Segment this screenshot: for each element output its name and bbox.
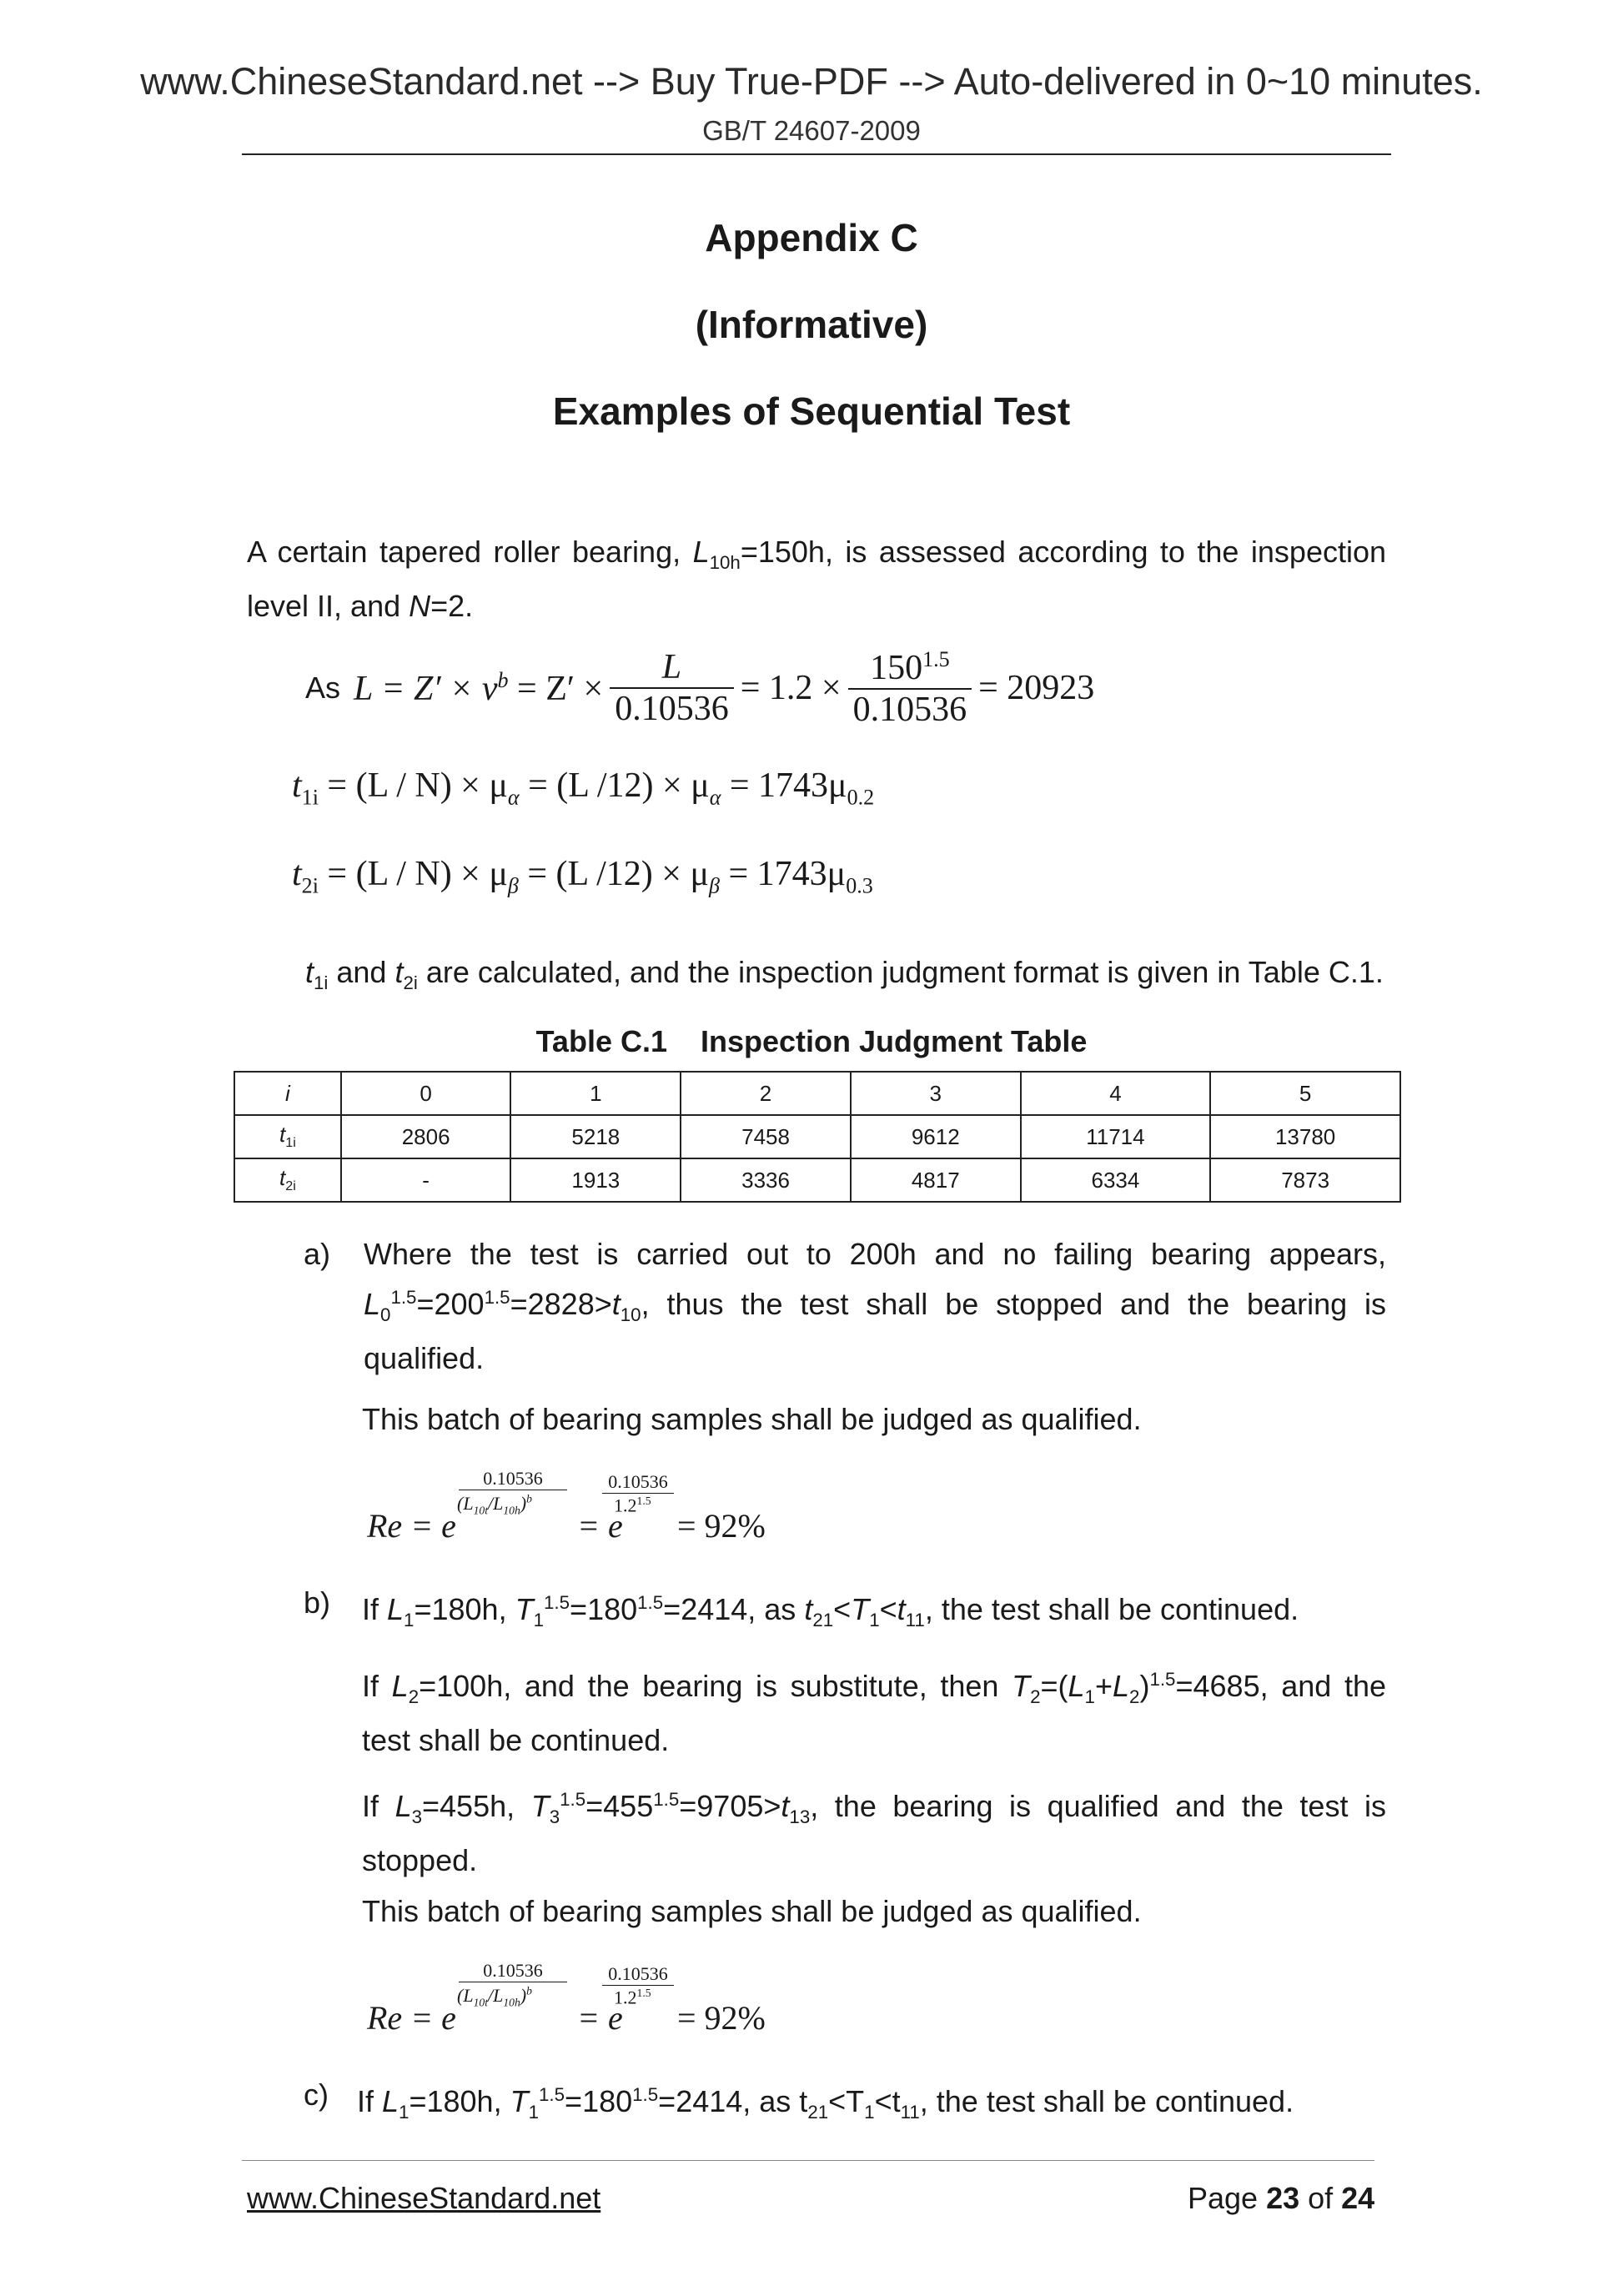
c-exp1: 1.5 bbox=[539, 2084, 565, 2105]
table-cell: 5 bbox=[1210, 1072, 1400, 1115]
fraction-L-num: L bbox=[661, 648, 682, 686]
table-label-sub: 2i bbox=[285, 1178, 296, 1194]
t1i-sub: 1i bbox=[301, 785, 319, 810]
re2-exp2-num: 0.10536 bbox=[602, 1963, 674, 1986]
table-label-i: i bbox=[285, 1080, 290, 1106]
c-T1-sub: 1 bbox=[528, 2102, 540, 2123]
intro-text-1: A certain tapered roller bearing, bbox=[247, 535, 693, 569]
b3-L3-sub: 3 bbox=[411, 1806, 423, 1828]
b1-t11-sub: 11 bbox=[905, 1610, 925, 1631]
b3-t13: t bbox=[781, 1789, 790, 1823]
item-a-eq: =200 bbox=[416, 1287, 485, 1321]
c-g: , the test shall be continued. bbox=[919, 2084, 1294, 2118]
reliability-formula-1 bbox=[367, 1465, 801, 1548]
calc-note-t2-sub: 2i bbox=[403, 972, 418, 994]
t1i-alpha2: α bbox=[709, 785, 721, 810]
fraction-L bbox=[610, 647, 734, 729]
re2-result: = 92% bbox=[677, 1999, 766, 2037]
item-b-para-1 bbox=[362, 1581, 1299, 1642]
table-cell: - bbox=[341, 1158, 511, 1202]
c-exp2: 1.5 bbox=[632, 2084, 659, 2105]
item-b-marker: b) bbox=[304, 1585, 331, 1620]
footer-site-link[interactable] bbox=[247, 2181, 600, 2216]
formula-as-result: = 20923 bbox=[978, 669, 1095, 707]
re-lhs: Re = e bbox=[367, 1507, 456, 1545]
intro-text-3: =2. bbox=[430, 589, 474, 624]
page-number bbox=[1188, 2181, 1374, 2216]
b2-plus: + bbox=[1094, 1669, 1113, 1703]
current-page: 23 bbox=[1266, 2181, 1300, 2215]
table-cell: 11714 bbox=[1021, 1115, 1211, 1158]
table-row bbox=[234, 1072, 1400, 1115]
b1-T1b: T bbox=[851, 1592, 870, 1626]
page-of: of bbox=[1299, 2181, 1342, 2215]
b1-exp1: 1.5 bbox=[544, 1592, 570, 1613]
intro-N: N bbox=[409, 589, 431, 624]
re-exp-sub1: 10t bbox=[473, 1504, 488, 1517]
b3-exp1: 1.5 bbox=[560, 1789, 586, 1810]
re-result: = 92% bbox=[677, 1507, 766, 1545]
t1i-rhs: = 1743μ bbox=[721, 766, 847, 805]
fraction-150 bbox=[848, 647, 972, 730]
b1-T1b-sub: 1 bbox=[869, 1610, 880, 1631]
c-T1b-sub: 1 bbox=[864, 2102, 875, 2123]
t2i-rhs-sub: 0.3 bbox=[846, 873, 873, 898]
b2-exp: 1.5 bbox=[1149, 1669, 1176, 1690]
c-t11-sub: 11 bbox=[900, 2102, 920, 2123]
re2-lhs: Re = e bbox=[367, 1999, 456, 2037]
calc-note-t2: t bbox=[394, 955, 404, 989]
page-prefix: Page bbox=[1188, 2181, 1267, 2215]
calc-note-t1: t bbox=[305, 955, 314, 989]
footer-site-text: www.ChineseStandard.net bbox=[247, 2181, 601, 2215]
c-T1: T bbox=[510, 2084, 529, 2118]
re-exp2-den-exp: 1.5 bbox=[636, 1495, 651, 1507]
table-label-sub: 1i bbox=[285, 1135, 296, 1151]
table-row bbox=[234, 1115, 1400, 1158]
table-cell: 1 bbox=[510, 1072, 681, 1115]
inspection-judgment-table bbox=[234, 1071, 1401, 1203]
b1-f: < bbox=[879, 1592, 897, 1626]
intro-L: L bbox=[692, 535, 710, 569]
table-row-label bbox=[234, 1158, 341, 1202]
c-c: =180 bbox=[565, 2084, 633, 2118]
calc-note-and: and bbox=[328, 955, 395, 989]
b3-c: =455 bbox=[585, 1789, 654, 1823]
re2-exp-sub2: 10h bbox=[503, 1996, 520, 2009]
re-exp2-den-val: 1.2 bbox=[614, 1495, 637, 1516]
t2i-body: = (L / N) × μ bbox=[318, 855, 508, 893]
re-eq: = e bbox=[577, 1507, 623, 1545]
b2-L2-sub: 2 bbox=[408, 1686, 420, 1708]
item-a-exp2: 1.5 bbox=[484, 1287, 510, 1308]
t2i-sub: 2i bbox=[301, 873, 319, 898]
b2-T2-sub: 2 bbox=[1030, 1686, 1041, 1708]
c-t21-sub: 21 bbox=[807, 2102, 829, 2123]
table-cell: 3336 bbox=[681, 1158, 851, 1202]
item-a-marker: a) bbox=[304, 1237, 331, 1271]
b3-a: If bbox=[362, 1789, 395, 1823]
table-cell: 2 bbox=[681, 1072, 851, 1115]
item-a-rest: , thus the test shall be stopped and the bearing is qualified. bbox=[364, 1287, 1386, 1376]
item-a-text bbox=[364, 1233, 1386, 1380]
item-a-line1: Where the test is carried out to 200h and no failing bearing appears, bbox=[364, 1237, 1386, 1271]
b3-L3: L bbox=[394, 1789, 412, 1823]
t2i-rhs: = 1743μ bbox=[719, 855, 847, 893]
appendix-subtitle: (Informative) bbox=[695, 303, 928, 346]
table-row-label bbox=[234, 1072, 341, 1115]
intro-text-2: =150h, is assessed according to the inspection level II, and bbox=[247, 535, 1387, 624]
c-L1-sub: 1 bbox=[399, 2102, 410, 2123]
b1-b: =180h, bbox=[414, 1592, 515, 1626]
re-exp-mid: /L bbox=[487, 1493, 504, 1515]
formula-as bbox=[305, 634, 1094, 742]
b1-t21-sub: 21 bbox=[812, 1610, 834, 1631]
as-label: As bbox=[305, 671, 341, 705]
re-exp-num: 0.10536 bbox=[459, 1468, 567, 1490]
b1-L1: L bbox=[387, 1592, 404, 1626]
table-cell: 2806 bbox=[341, 1115, 511, 1158]
header-banner: www.ChineseStandard.net --> Buy True-PDF --> Auto-delivered in 0~10 minutes. bbox=[140, 60, 1483, 103]
re-exp2-den bbox=[614, 1495, 651, 1516]
re2-exp-sub1: 10t bbox=[473, 1996, 488, 2009]
c-a: If bbox=[357, 2084, 383, 2118]
table-label-t: t bbox=[279, 1122, 286, 1148]
re-exp-den-open: (L bbox=[457, 1493, 474, 1515]
re-exp-den bbox=[457, 1493, 532, 1518]
formula-t2i bbox=[292, 854, 873, 898]
b2-a: If bbox=[362, 1669, 392, 1703]
b1-exp2: 1.5 bbox=[637, 1592, 664, 1613]
item-a-conclusion: This batch of bearing samples shall be judged as qualified. bbox=[362, 1402, 1142, 1436]
re2-eq: = e bbox=[577, 1999, 623, 2037]
table-cell: 9612 bbox=[851, 1115, 1021, 1158]
reliability-formula-2 bbox=[367, 1957, 801, 2040]
b3-t13-sub: 13 bbox=[789, 1806, 811, 1828]
table-row bbox=[234, 1158, 1400, 1202]
item-a-exp1: 1.5 bbox=[390, 1287, 417, 1308]
b2-L1-sub: 1 bbox=[1084, 1686, 1095, 1708]
b1-e: < bbox=[833, 1592, 852, 1626]
table-cell: 6334 bbox=[1021, 1158, 1211, 1202]
table-caption: Table C.1 Inspection Judgment Table bbox=[535, 1024, 1088, 1058]
t1i-body2: = (L /12) × μ bbox=[519, 766, 710, 805]
re2-exp2-den-val: 1.2 bbox=[614, 1987, 637, 2008]
table-cell: 1913 bbox=[510, 1158, 681, 1202]
b3-e: , the bearing is qualified and the test is stopped. bbox=[362, 1789, 1387, 1878]
b2-L2b-sub: 2 bbox=[1129, 1686, 1140, 1708]
table-cell: 5218 bbox=[510, 1115, 681, 1158]
c-L1: L bbox=[382, 2084, 399, 2118]
c-b: =180h, bbox=[409, 2084, 510, 2118]
t2i-symbol: t bbox=[292, 855, 302, 893]
t2i-beta2: β bbox=[709, 873, 720, 898]
table-cell: 3 bbox=[851, 1072, 1021, 1115]
table-cell: 4 bbox=[1021, 1072, 1211, 1115]
b1-L1-sub: 1 bbox=[404, 1610, 415, 1631]
c-d: =2414, as t bbox=[658, 2084, 808, 2118]
formula-as-exp-b: b bbox=[497, 667, 509, 692]
b2-T2: T bbox=[1012, 1669, 1031, 1703]
t1i-symbol: t bbox=[292, 766, 302, 805]
standard-number: GB/T 24607-2009 bbox=[702, 115, 921, 146]
re2-exp2-den-exp: 1.5 bbox=[636, 1987, 651, 1999]
b3-T3-sub: 3 bbox=[549, 1806, 560, 1828]
re-exp-sub2: 10h bbox=[503, 1504, 520, 1517]
t2i-body2: = (L /12) × μ bbox=[518, 855, 709, 893]
b1-c: =180 bbox=[570, 1592, 638, 1626]
formula-t1i bbox=[292, 766, 874, 810]
c-f: <t bbox=[874, 2084, 901, 2118]
item-a-L0-sub: 0 bbox=[380, 1304, 391, 1326]
formula-as-part2: = Z′ × bbox=[508, 669, 604, 708]
b1-g: , the test shall be continued. bbox=[924, 1592, 1299, 1626]
footer-divider bbox=[242, 2160, 1374, 2161]
table-cell: 13780 bbox=[1210, 1115, 1400, 1158]
item-a-L0: L bbox=[364, 1287, 381, 1321]
table-cell: 0 bbox=[341, 1072, 511, 1115]
intro-L-sub: 10h bbox=[709, 552, 741, 574]
header-divider bbox=[242, 153, 1391, 155]
table-label-t: t bbox=[279, 1165, 286, 1191]
intro-paragraph bbox=[247, 530, 1386, 628]
total-pages: 24 bbox=[1341, 2181, 1375, 2215]
b1-t21: t bbox=[804, 1592, 813, 1626]
item-a-eq2: =2828> bbox=[510, 1287, 612, 1321]
calc-note bbox=[305, 951, 1384, 1005]
b1-a: If bbox=[362, 1592, 388, 1626]
re2-exp-close: ) bbox=[520, 1985, 527, 2007]
item-b-para-3 bbox=[362, 1778, 1386, 1882]
item-a-t10-sub: 10 bbox=[620, 1304, 641, 1326]
calc-note-rest: are calculated, and the inspection judgment format is given in Table C.1. bbox=[417, 955, 1384, 989]
c-e: <T bbox=[828, 2084, 865, 2118]
item-b-conclusion: This batch of bearing samples shall be judged as qualified. bbox=[362, 1894, 1142, 1928]
t1i-rhs-sub: 0.2 bbox=[847, 785, 875, 810]
b2-b: =100h, and the bearing is substitute, then bbox=[419, 1669, 1012, 1703]
table-cell: 7458 bbox=[681, 1115, 851, 1158]
table-row-label bbox=[234, 1115, 341, 1158]
b2-e: =4685, and the test shall be continued. bbox=[362, 1669, 1386, 1758]
re-exp-b: b bbox=[526, 1493, 532, 1505]
appendix-title: Appendix C bbox=[705, 216, 918, 259]
b3-T3: T bbox=[530, 1789, 550, 1823]
b1-T1-sub: 1 bbox=[533, 1610, 545, 1631]
calc-note-t1-sub: 1i bbox=[314, 972, 329, 994]
b3-b: =455h, bbox=[422, 1789, 531, 1823]
b1-d: =2414, as bbox=[663, 1592, 805, 1626]
re-exp-close: ) bbox=[520, 1493, 527, 1515]
fraction-150-exp: 1.5 bbox=[922, 646, 950, 671]
item-b-para-2 bbox=[362, 1658, 1386, 1762]
fraction-L-den: 0.10536 bbox=[615, 690, 729, 728]
table-cell: 7873 bbox=[1210, 1158, 1400, 1202]
re2-exp-mid: /L bbox=[487, 1985, 504, 2007]
b3-exp2: 1.5 bbox=[653, 1789, 680, 1810]
b2-L1: L bbox=[1068, 1669, 1085, 1703]
re2-exp-den-open: (L bbox=[457, 1985, 474, 2007]
re2-exp2-den bbox=[614, 1987, 651, 2008]
b2-L2b: L bbox=[1113, 1669, 1130, 1703]
appendix-heading: Examples of Sequential Test bbox=[552, 389, 1071, 433]
re2-exp-num: 0.10536 bbox=[459, 1960, 567, 1982]
b2-c: =( bbox=[1040, 1669, 1068, 1703]
re2-exp-b: b bbox=[526, 1985, 532, 1997]
b1-t11: t bbox=[897, 1592, 906, 1626]
b3-d: =9705> bbox=[679, 1789, 781, 1823]
t2i-beta: β bbox=[507, 873, 519, 898]
b1-T1: T bbox=[515, 1592, 534, 1626]
fraction-150-den: 0.10536 bbox=[852, 690, 967, 729]
b2-d: ) bbox=[1139, 1669, 1150, 1703]
table-cell: 4817 bbox=[851, 1158, 1021, 1202]
b2-L2: L bbox=[391, 1669, 409, 1703]
item-a-t10: t bbox=[611, 1287, 621, 1321]
re-exp2-num: 0.10536 bbox=[602, 1471, 674, 1494]
re2-exp-den bbox=[457, 1985, 532, 2010]
item-c-text bbox=[357, 2073, 1294, 2134]
t1i-alpha: α bbox=[507, 785, 520, 810]
formula-as-part1: L = Z′ × v bbox=[354, 669, 498, 708]
formula-as-part3: = 1.2 × bbox=[740, 669, 842, 707]
fraction-150-num: 150 bbox=[870, 648, 923, 687]
item-c-marker: c) bbox=[304, 2077, 329, 2112]
t1i-body: = (L / N) × μ bbox=[318, 766, 508, 805]
